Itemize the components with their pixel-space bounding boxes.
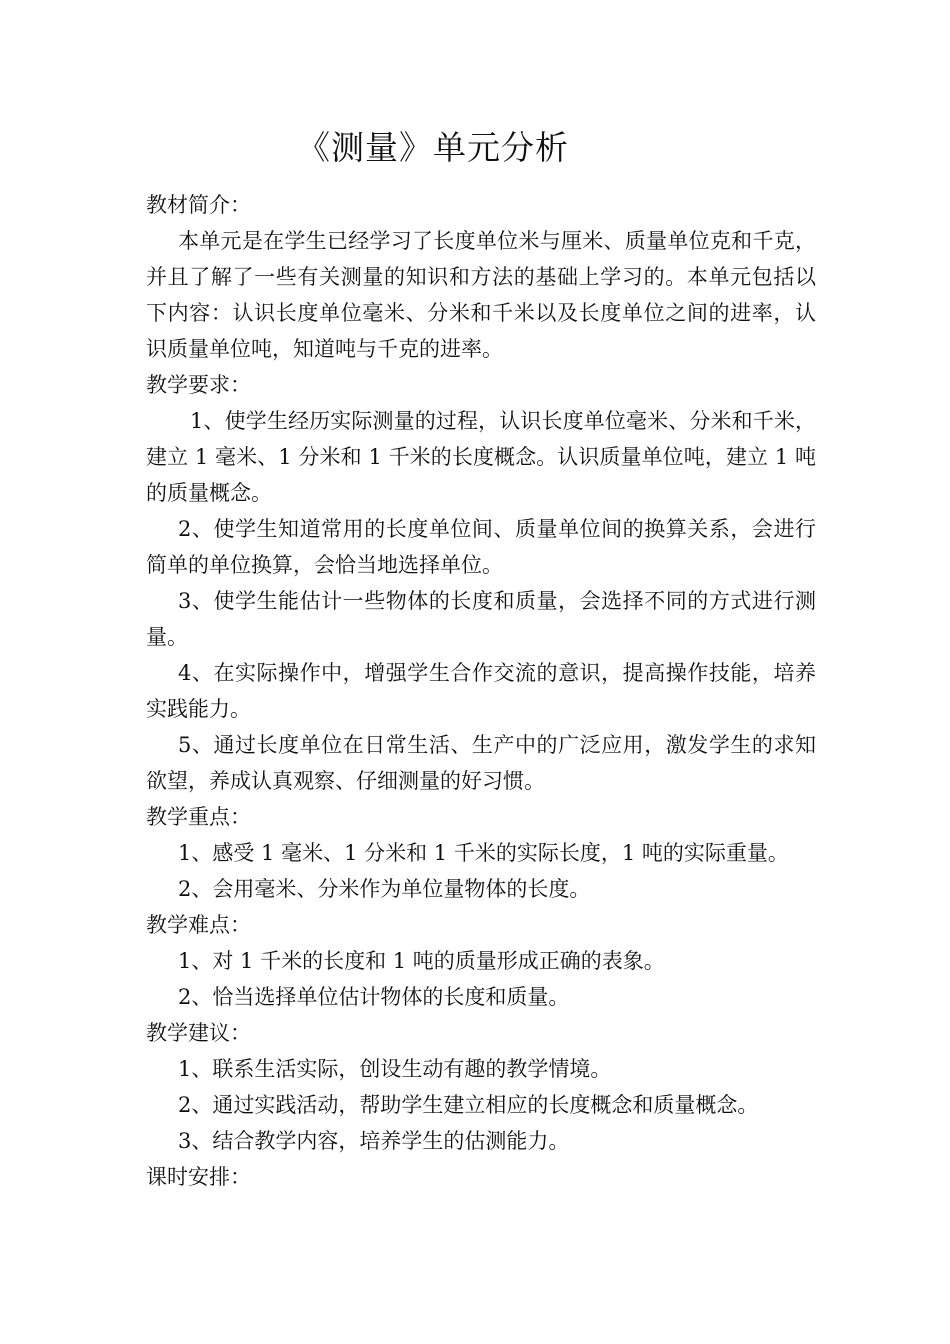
key-point-item-1: 1、感受 1 毫米、1 分米和 1 千米的实际长度，1 吨的实际重量。 <box>178 841 789 865</box>
requirement-item-2: 2、使学生知道常用的长度单位间、质量单位间的换算关系，会进行简单的单位换算，会恰当地选择单位。 <box>146 517 816 577</box>
requirement-item-3: 3、使学生能估计一些物体的长度和质量，会选择不同的方式进行测量。 <box>146 589 816 649</box>
requirement-item-1: 1、使学生经历实际测量的过程，认识长度单位毫米、分米和千米，建立 1 毫米、1 分米和 1 千米的长度概念。认识质量单位吨，建立 1 吨的质量概念。 <box>146 409 816 505</box>
difficulty-item-1: 1、对 1 千米的长度和 1 吨的质量形成正确的表象。 <box>178 949 665 973</box>
document-title: 《测量》单元分析 <box>297 128 569 167</box>
section-heading-schedule: 课时安排： <box>146 1165 251 1189</box>
section-heading-suggestions: 教学建议： <box>146 1021 251 1045</box>
section-heading-difficulties: 教学难点： <box>146 913 251 937</box>
section-heading-requirements: 教学要求： <box>146 373 251 397</box>
requirement-item-5: 5、通过长度单位在日常生活、生产中的广泛应用，激发学生的求知欲望，养成认真观察、仔细测量的好习惯。 <box>146 733 816 793</box>
requirement-item-4: 4、在实际操作中，增强学生合作交流的意识，提高操作技能，培养实践能力。 <box>146 661 816 721</box>
section-heading-key-points: 教学重点： <box>146 805 251 829</box>
intro-paragraph: 本单元是在学生已经学习了长度单位米与厘米、质量单位克和千克，并且了解了一些有关测量的知识和方法的基础上学习的。本单元包括以下内容：认识长度单位毫米、分米和千米以及长度单位之间的进率，认识质量单位吨，知道吨与千克的进率。 <box>146 229 816 361</box>
suggestion-item-3: 3、结合教学内容，培养学生的估测能力。 <box>178 1129 570 1153</box>
suggestion-item-1: 1、联系生活实际，创设生动有趣的教学情境。 <box>178 1057 612 1081</box>
suggestion-item-2: 2、通过实践活动，帮助学生建立相应的长度概念和质量概念。 <box>178 1093 759 1117</box>
difficulty-item-2: 2、恰当选择单位估计物体的长度和质量。 <box>178 985 570 1009</box>
key-point-item-2: 2、会用毫米、分米作为单位量物体的长度。 <box>178 877 591 901</box>
section-heading-intro: 教材简介： <box>146 193 251 217</box>
document-body <box>146 187 816 1195</box>
